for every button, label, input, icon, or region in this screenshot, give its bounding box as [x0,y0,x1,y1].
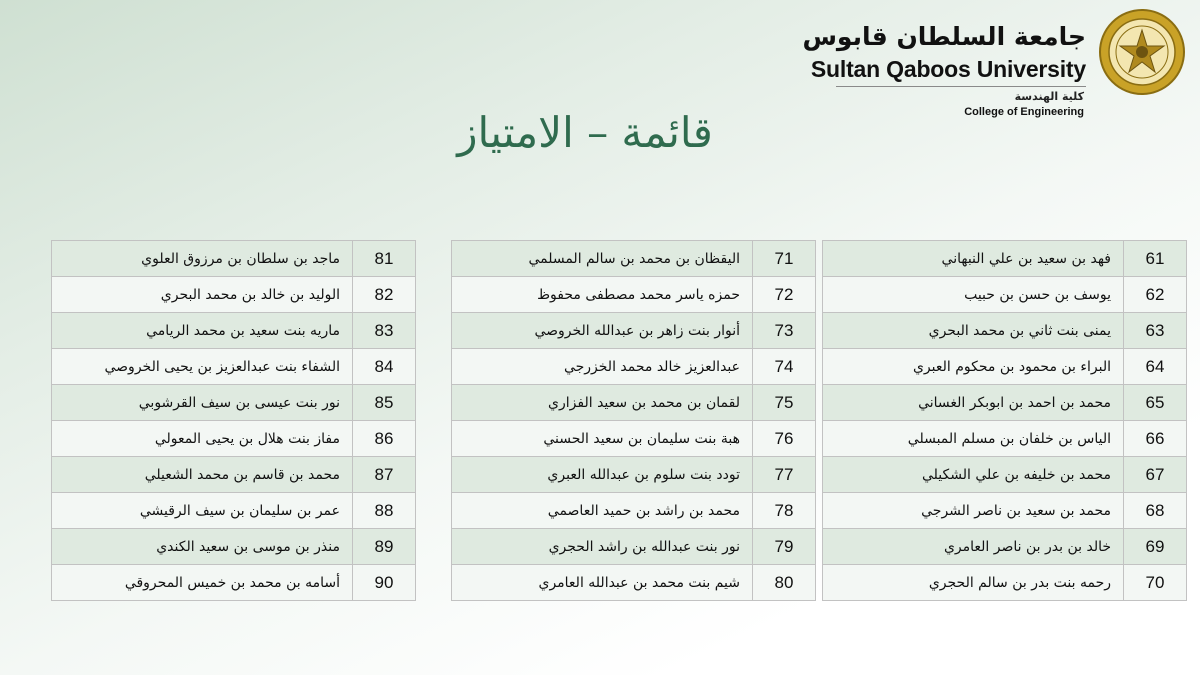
table-row [52,421,416,457]
rank-number-cell: 82 [353,277,416,313]
table-row [52,241,416,277]
student-name-cell: الشفاء بنت عبدالعزيز بن يحيى الخروصي [52,349,353,385]
rank-number-cell: 69 [1124,529,1187,565]
rank-number-cell: 72 [753,277,816,313]
rank-number-cell: 78 [753,493,816,529]
page-title: قائمة – الامتياز [457,108,713,157]
rank-number-cell: 75 [753,385,816,421]
table-row [52,277,416,313]
rank-number-cell: 80 [753,565,816,601]
student-name-cell: هبة بنت سليمان بن سعيد الحسني [452,421,753,457]
student-name-cell: شيم بنت محمد بن عبدالله العامري [452,565,753,601]
student-name-cell: البراء بن محمود بن محكوم العبري [823,349,1124,385]
honors-table-81-90 [51,240,416,601]
student-name-cell: يوسف بن حسن بن حبيب [823,277,1124,313]
student-name-cell: حمزه ياسر محمد مصطفى محفوظ [452,277,753,313]
rank-number-cell: 81 [353,241,416,277]
university-seal-icon [1098,8,1186,96]
rank-number-cell: 83 [353,313,416,349]
rank-number-cell: 61 [1124,241,1187,277]
table-row [52,457,416,493]
rank-number-cell: 67 [1124,457,1187,493]
rank-number-cell: 68 [1124,493,1187,529]
table-row [823,529,1187,565]
student-name-cell: الوليد بن خالد بن محمد البحري [52,277,353,313]
rank-number-cell: 84 [353,349,416,385]
rank-number-cell: 87 [353,457,416,493]
college-name-arabic: كلية الهندسة [1014,90,1084,103]
table-row [452,493,816,529]
table-row [52,493,416,529]
rank-number-cell: 74 [753,349,816,385]
table-row [823,565,1187,601]
table-row [452,529,816,565]
table-row [823,241,1187,277]
student-name-cell: أسامه بن محمد بن خميس المحروقي [52,565,353,601]
university-name-arabic: جامعة السلطان قابوس [802,22,1086,51]
student-name-cell: تودد بنت سلوم بن عبدالله العبري [452,457,753,493]
table-row [52,529,416,565]
student-name-cell: عمر بن سليمان بن سيف الرقيشي [52,493,353,529]
rank-number-cell: 88 [353,493,416,529]
table-row [452,277,816,313]
student-name-cell: رحمه بنت بدر بن سالم الحجري [823,565,1124,601]
student-name-cell: نور بنت عبدالله بن راشد الحجري [452,529,753,565]
student-name-cell: محمد بن راشد بن حميد العاصمي [452,493,753,529]
rank-number-cell: 66 [1124,421,1187,457]
table-row [823,313,1187,349]
header-divider [836,86,1086,87]
table-row [823,349,1187,385]
rank-number-cell: 70 [1124,565,1187,601]
table-row [452,457,816,493]
rank-number-cell: 65 [1124,385,1187,421]
honors-table-61-70 [822,240,1187,601]
rank-number-cell: 79 [753,529,816,565]
table-row [823,457,1187,493]
student-name-cell: عبدالعزيز خالد محمد الخزرجي [452,349,753,385]
table-row [452,565,816,601]
student-name-cell: خالد بن بدر بن ناصر العامري [823,529,1124,565]
student-name-cell: لقمان بن محمد بن سعيد الفزاري [452,385,753,421]
student-name-cell: محمد بن سعيد بن ناصر الشرجي [823,493,1124,529]
student-name-cell: ماريه بنت سعيد بن محمد الريامي [52,313,353,349]
student-name-cell: محمد بن خليفه بن علي الشكيلي [823,457,1124,493]
student-name-cell: أنوار بنت زاهر بن عبدالله الخروصي [452,313,753,349]
table-row [52,385,416,421]
rank-number-cell: 77 [753,457,816,493]
rank-number-cell: 76 [753,421,816,457]
table-row [452,421,816,457]
rank-number-cell: 73 [753,313,816,349]
table-row [452,385,816,421]
student-name-cell: محمد بن قاسم بن محمد الشعيلي [52,457,353,493]
rank-number-cell: 63 [1124,313,1187,349]
rank-number-cell: 89 [353,529,416,565]
honors-table-71-80 [451,240,816,601]
student-name-cell: منذر بن موسى بن سعيد الكندي [52,529,353,565]
table-row [823,493,1187,529]
table-row [823,385,1187,421]
student-name-cell: الياس بن خلفان بن مسلم المبسلي [823,421,1124,457]
table-row [52,349,416,385]
university-logo-block [802,8,1186,118]
student-name-cell: يمنى بنت ثاني بن محمد البحري [823,313,1124,349]
university-name-english: Sultan Qaboos University [810,56,1086,82]
table-row [452,313,816,349]
table-row [452,241,816,277]
rank-number-cell: 85 [353,385,416,421]
rank-number-cell: 62 [1124,277,1187,313]
student-name-cell: ماجد بن سلطان بن مرزوق العلوي [52,241,353,277]
student-name-cell: محمد بن احمد بن ابوبكر الغساني [823,385,1124,421]
table-row [823,421,1187,457]
rank-number-cell: 71 [753,241,816,277]
student-name-cell: فهد بن سعيد بن علي النبهاني [823,241,1124,277]
student-name-cell: نور بنت عيسى بن سيف القرشوبي [52,385,353,421]
table-row [823,277,1187,313]
rank-number-cell: 64 [1124,349,1187,385]
rank-number-cell: 86 [353,421,416,457]
table-row [452,349,816,385]
table-row [52,565,416,601]
rank-number-cell: 90 [353,565,416,601]
student-name-cell: اليقظان بن محمد بن سالم المسلمي [452,241,753,277]
table-row [52,313,416,349]
college-name-english: College of Engineering [964,106,1084,118]
student-name-cell: مفاز بنت هلال بن يحيى المعولي [52,421,353,457]
